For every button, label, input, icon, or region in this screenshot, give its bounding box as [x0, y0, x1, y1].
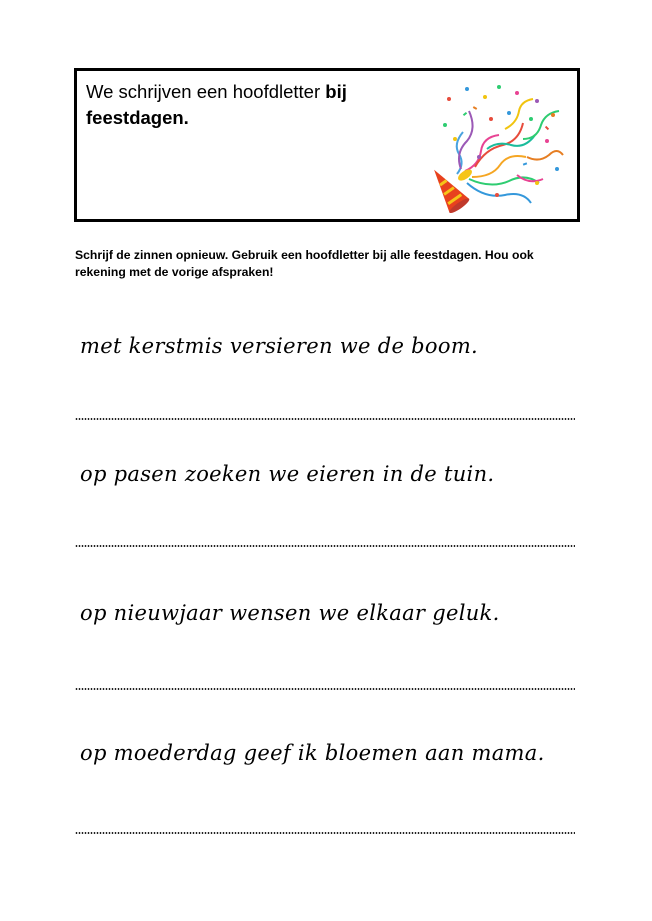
exercise-sentence-2: op pasen zoeken we eieren in de tuin. [80, 462, 495, 486]
writing-line-2[interactable] [75, 545, 575, 547]
page-title [86, 79, 406, 131]
writing-line-1[interactable] [75, 418, 575, 420]
instruction-text: Schrijf de zinnen opnieuw. Gebruik een hoofdletter bij alle feestdagen. Hou ook rekening met de vorige afspraken! [75, 248, 534, 279]
title-bold-bij: bij [325, 81, 347, 102]
party-popper-icon [427, 79, 567, 214]
title-box [74, 68, 580, 222]
writing-line-3[interactable] [75, 688, 575, 690]
exercise-sentence-1: met kerstmis versieren we de boom. [80, 334, 479, 358]
title-bold-feestdagen: feestdagen. [86, 107, 189, 128]
exercise-sentence-3: op nieuwjaar wensen we elkaar geluk. [80, 601, 500, 625]
title-normal: We schrijven een hoofdletter [86, 81, 326, 102]
writing-line-4[interactable] [75, 832, 575, 834]
exercise-sentence-4: op moederdag geef ik bloemen aan mama. [80, 741, 545, 765]
